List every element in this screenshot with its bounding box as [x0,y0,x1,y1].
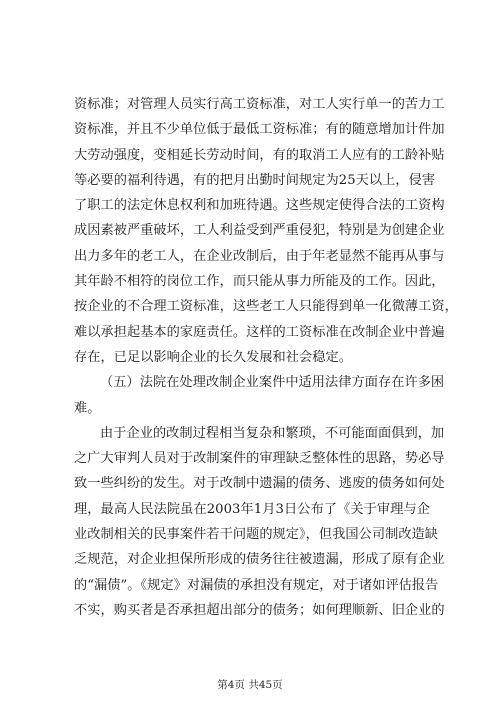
text-line: 理，最高人民法院虽在2003年1月3日公布了《关于审理与企 [74,501,430,517]
text-line: 存在，已足以影响企业的长久发展和社会稳定。 [74,349,352,365]
text-line: 了职工的法定休息权利和加班待遇。这些规定使得合法的工资构 [74,198,445,214]
text-line: 成因素被严重破坏，工人利益受到严重侵犯，特别是为创建企业 [74,223,445,239]
section-heading-line: （五）法院在处理改制企业案件中适用法律方面存在许多困 [100,375,445,391]
text-line: 按企业的不合理工资标准，这些老工人只能得到单一化微薄工资， [74,299,458,315]
text-line: 致一些纠纷的发生。对于改制中遗漏的债务、逃废的债务如何处 [74,476,445,492]
page-number-footer: 第4页 共45页 [217,679,283,691]
text-line: 出力多年的老工人，在企业改制后，由于年老显然不能再从事与 [74,248,445,264]
text-line: 业改制相关的民事案件若干问题的规定》，但我国公司制改造缺 [74,527,439,543]
text-line: 乏规范，对企业担保所形成的债务往往被遗漏，形成了原有企业 [74,552,445,568]
text-line: 的“漏债”。《规定》对漏债的承担没有规定，对于诸如评估报告 [74,577,439,593]
text-line: 由于企业的改制过程相当复杂和繁琐，不可能面面俱到，加 [100,425,445,441]
section-heading-line: 难。 [74,400,101,416]
text-line: 不实，购买者是否承担超出部分的债务；如何理顺新、旧企业的 [74,602,445,618]
text-line: 资标准；对管理人员实行高工资标准，对工人实行单一的苦力工 [74,97,445,112]
text-line: 资标准，并且不少单位低于最低工资标准；有的随意增加计件加 [74,122,445,138]
text-line: 大劳动强度，变相延长劳动时间，有的取消工人应有的工龄补贴 [74,147,445,163]
text-line: 之广大审判人员对于改制案件的审理缺乏整体性的思路，势必导 [74,451,445,467]
text-line: 其年龄不相符的岗位工作，而只能从事力所能及的工作。因此， [74,274,445,290]
document-body [74,92,458,623]
text-line: 等必要的福利待遇，有的把月出勤时间规定为25天以上，侵害 [74,172,436,188]
text-line: 难以承担起基本的家庭责任。这样的工资标准在改制企业中普遍 [74,324,445,340]
